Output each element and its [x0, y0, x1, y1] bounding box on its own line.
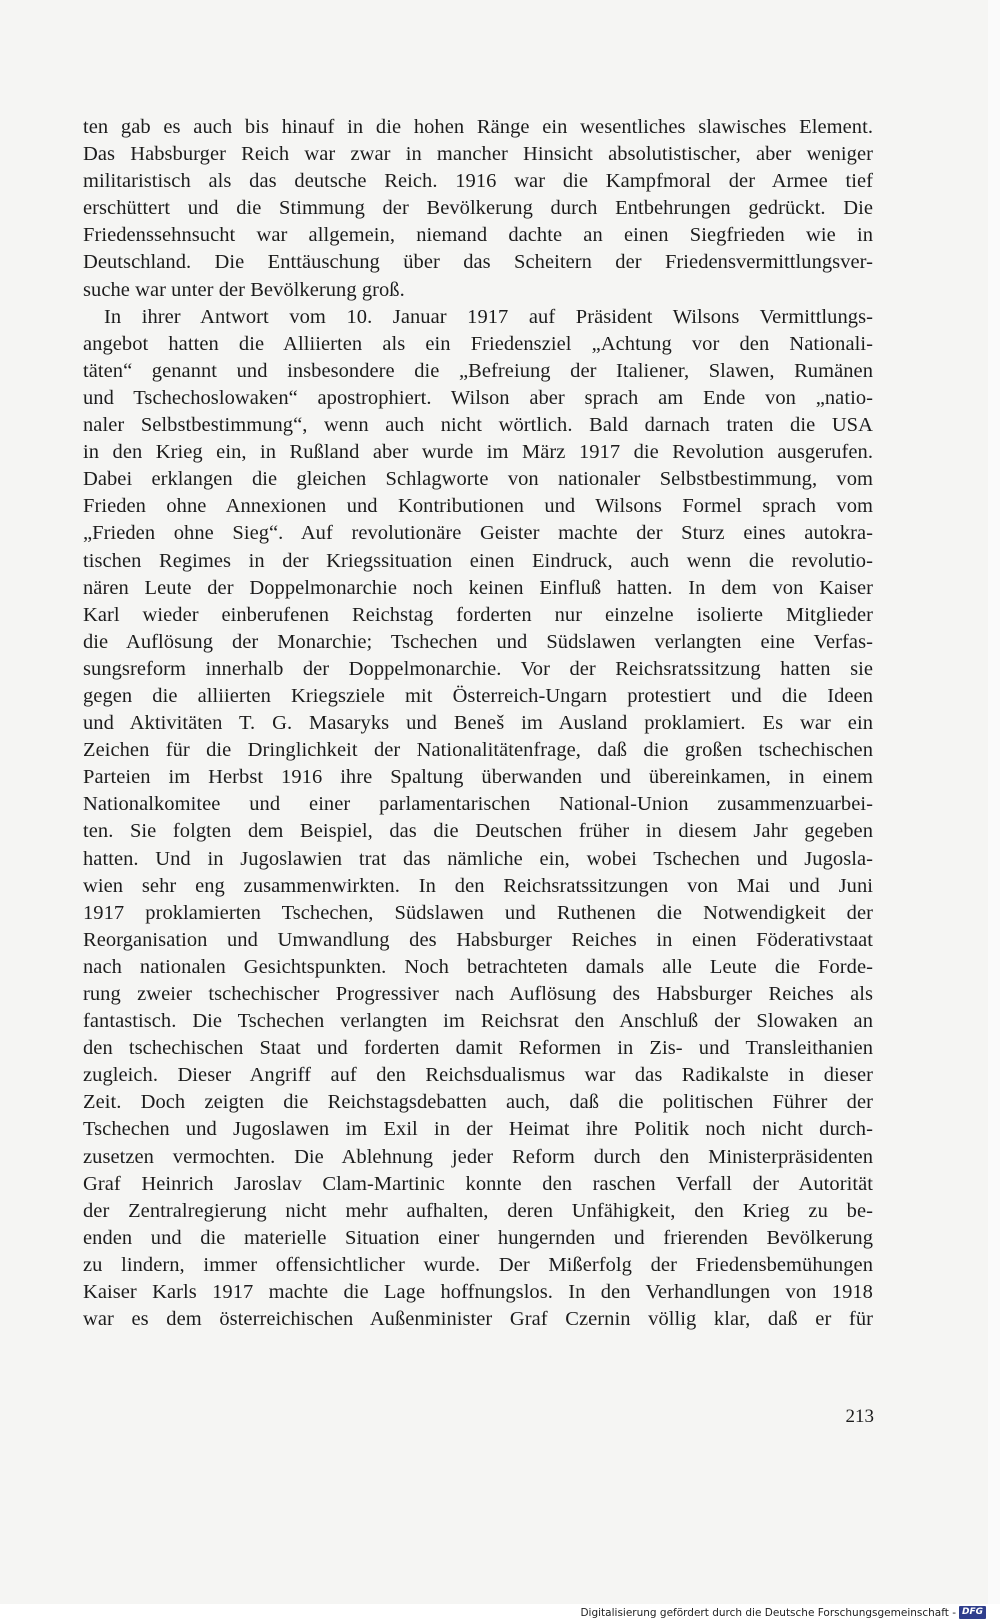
text-line: Deutschland. Die Enttäuschung über das Scheitern der Friedensvermittlungsver- — [83, 251, 873, 274]
digitization-credit — [580, 1606, 986, 1619]
text-line: und Aktivitäten T. G. Masaryks und Beneš im Ausland proklamiert. Es war ein — [83, 712, 873, 735]
text-line: naler Selbstbestimmung“, wenn auch nicht wörtlich. Bald darnach traten die USA — [83, 414, 873, 437]
text-line: in den Krieg ein, in Rußland aber wurde im März 1917 die Revolution ausgerufen. — [83, 441, 873, 464]
text-line: Tschechen und Jugoslawen im Exil in der Heimat ihre Politik noch nicht durch- — [83, 1118, 873, 1141]
text-line: sungsreform innerhalb der Doppelmonarchie. Vor der Reichsratssitzung hatten sie — [83, 657, 873, 680]
text-line: Zeichen für die Dringlichkeit der Nationalitätenfrage, daß die großen tschechischen — [83, 739, 873, 762]
text-line: nären Leute der Doppelmonarchie noch keinen Einfluß hatten. In dem von Kaiser — [83, 576, 873, 599]
text-line-paragraph-end: suche war unter der Bevölkerung groß. — [83, 278, 405, 301]
text-line: ten gab es auch bis hinauf in die hohen Ränge ein wesentliches slawisches Element. — [83, 116, 873, 138]
text-line: Reorganisation und Umwandlung des Habsburger Reiches in einen Föderativstaat — [83, 928, 873, 951]
text-line: enden und die materielle Situation einer hungernden und frierenden Bevölkerung — [83, 1226, 873, 1249]
text-line: Nationalkomitee und einer parlamentarischen National-Union zusammenzuarbei- — [83, 793, 873, 816]
text-line: zugleich. Dieser Angriff auf den Reichsdualismus war das Radikalste in dieser — [83, 1064, 873, 1087]
text-line: nach nationalen Gesichtspunkten. Noch betrachteten damals alle Leute die Forde- — [83, 955, 873, 978]
text-line: täten“ genannt und insbesondere die „Befreiung der Italiener, Slawen, Rumänen — [83, 359, 873, 382]
text-line: zusetzen vermochten. Die Ablehnung jeder Reform durch den Ministerpräsidenten — [83, 1145, 873, 1168]
text-line: Das Habsburger Reich war zwar in mancher Hinsicht absolutistischer, aber weniger — [83, 143, 873, 166]
text-line: ten. Sie folgten dem Beispiel, das die Deutschen früher in diesem Jahr gegeben — [83, 820, 873, 843]
text-line: zu lindern, immer offensichtlicher wurde. Der Mißerfolg der Friedensbemühungen — [83, 1253, 873, 1276]
text-line: war es dem österreichischen Außenminister Graf Czernin völlig klar, daß er für — [83, 1308, 873, 1331]
text-line: Kaiser Karls 1917 machte die Lage hoffnungslos. In den Verhandlungen von 1918 — [83, 1281, 873, 1304]
text-line: rung zweier tschechischer Progressiver nach Auflösung des Habsburger Reiches als — [83, 983, 873, 1005]
page-edge — [988, 0, 1000, 1604]
text-line: fantastisch. Die Tschechen verlangten im Reichsrat den Anschluß der Slowaken an — [83, 1010, 873, 1033]
text-line: Dabei erklangen die gleichen Schlagworte von nationaler Selbstbestimmung, vom — [83, 468, 873, 491]
text-line: Parteien im Herbst 1916 ihre Spaltung überwanden und übereinkamen, in einem — [83, 766, 873, 789]
text-line: und Tschechoslowaken“ apostrophiert. Wilson aber sprach am Ende von „natio- — [83, 386, 873, 409]
text-line-paragraph-start: In ihrer Antwort vom 10. Januar 1917 auf Präsident Wilsons Vermittlungs- — [104, 305, 873, 328]
text-line: gegen die alliierten Kriegsziele mit Österreich-Ungarn protestiert und die Ideen — [83, 684, 873, 707]
body-text — [83, 114, 873, 1333]
text-line: Frieden ohne Annexionen und Kontributionen und Wilsons Formel sprach vom — [83, 495, 873, 518]
text-line: den tschechischen Staat und forderten damit Reformen in Zis- und Transleithanien — [83, 1037, 873, 1060]
page-number: 213 — [845, 1406, 874, 1427]
text-line: wien sehr eng zusammenwirkten. In den Reichsratssitzungen von Mai und Juni — [83, 874, 873, 897]
text-line: der Zentralregierung nicht mehr aufhalten, deren Unfähigkeit, den Krieg zu be- — [83, 1199, 873, 1222]
text-line: Karl wieder einberufenen Reichstag forderten nur einzelne isolierte Mitglieder — [83, 603, 873, 626]
text-line: militaristisch als das deutsche Reich. 1916 war die Kampfmoral der Armee tief — [83, 170, 873, 193]
text-line: die Auflösung der Monarchie; Tschechen und Südslawen verlangten eine Verfas- — [83, 630, 873, 653]
text-line: erschüttert und die Stimmung der Bevölkerung durch Entbehrungen gedrückt. Die — [83, 197, 873, 220]
text-line: Friedenssehnsucht war allgemein, niemand dachte an einen Siegfrieden wie in — [83, 224, 873, 247]
text-line: Zeit. Doch zeigten die Reichstagsdebatten auch, daß die politischen Führer der — [83, 1091, 873, 1114]
text-line: 1917 proklamierten Tschechen, Südslawen und Ruthenen die Notwendigkeit der — [83, 901, 873, 924]
text-line: hatten. Und in Jugoslawien trat das nämliche ein, wobei Tschechen und Jugosla- — [83, 847, 873, 870]
text-line: tischen Regimes in der Kriegssituation einen Eindruck, auch wenn die revolutio- — [83, 549, 873, 572]
credit-text: Digitalisierung gefördert durch die Deutsche Forschungsgemeinschaft - — [580, 1606, 956, 1619]
text-line: angebot hatten die Alliierten als ein Friedensziel „Achtung vor den Nationali- — [83, 332, 873, 355]
text-line: Graf Heinrich Jaroslav Clam-Martinic konnte den raschen Verfall der Autorität — [83, 1172, 873, 1195]
text-line: „Frieden ohne Sieg“. Auf revolutionäre Geister machte der Sturz eines autokra- — [83, 522, 873, 545]
dfg-logo-icon: DFG — [959, 1606, 986, 1619]
